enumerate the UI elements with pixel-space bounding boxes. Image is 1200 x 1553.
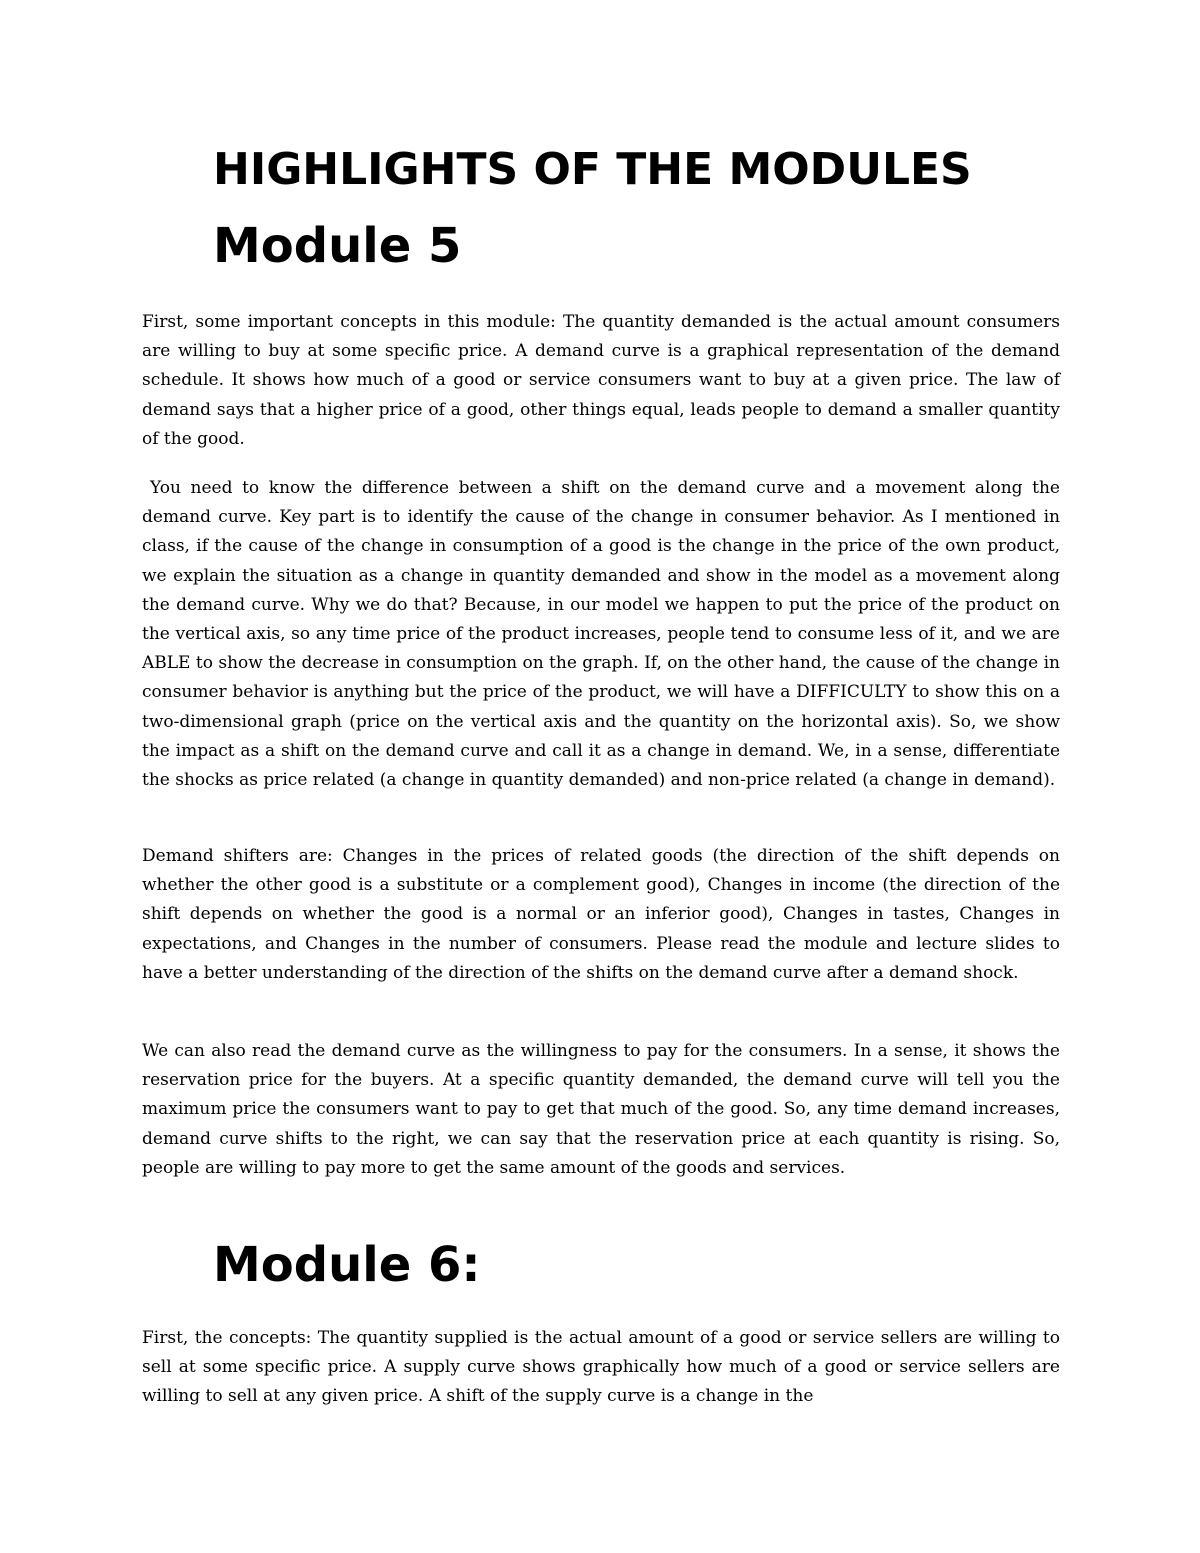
module-5-paragraph-concepts: First, some important concepts in this module: The quantity demanded is the actual amount consumers are willing to buy at some specific price. A demand curve is a graphical representation of the demand schedule. It shows how much of a good or service consumers want to buy at a given price. The law of demand says that a higher price of a good, other things equal, leads people to demand a smaller quantity of the good.: [142, 312, 1060, 449]
module-5-paragraph-willingness-to-pay: We can also read the demand curve as the willingness to pay for the consumers. In a sense, it shows the reservation price for the buyers. At a specific quantity demanded, the demand curve will tell you the maximum price the consumers want to pay to get that much of the good. So, any time demand increases, demand curve shifts to the right, we can say that the reservation price at each quantity is rising. So, people are willing to pay more to get the same amount of the goods and services.: [142, 1041, 1060, 1178]
module-5-paragraph-shift-vs-movement: You need to know the difference between a shift on the demand curve and a movement along the demand curve. Key part is to identify the cause of the change in consumer behavior. As I mentioned in class, if the cause of the change in consumption of a good is the change in the price of the own product, we explain the situation as a change in quantity demanded and show in the model as a movement along the demand curve. Why we do that? Because, in our model we happen to put the price of the product on the vertical axis, so any time price of the product increases, people tend to consume less of it, and we are ABLE to show the decrease in consumption on the graph. If, on the other hand, the cause of the change in consumer behavior is anything but the price of the product, we will have a DIFFICULTY to show this on a two-dimensional graph (price on the vertical axis and the quantity on the horizontal axis). So, we show the impact as a shift on the demand curve and call it as a change in demand. We, in a sense, differentiate the shocks as price related (a change in quantity demanded) and non-price related (a change in demand).: [142, 478, 1060, 791]
module-5-paragraph-demand-shifters: Demand shifters are: Changes in the prices of related goods (the direction of the shift depends on whether the other good is a substitute or a complement good), Changes in income (the direction of the shift depends on whether the good is a normal or an inferior good), Changes in tastes, Changes in expectations, and Changes in the number of consumers. Please read the module and lecture slides to have a better understanding of the direction of the shifts on the demand curve after a demand shock.: [142, 846, 1060, 983]
module-5-heading: Module 5: [213, 218, 462, 274]
module-6-paragraph-concepts: First, the concepts: The quantity supplied is the actual amount of a good or service sellers are willing to sell at some specific price. A supply curve shows graphically how much of a good or service sellers are willing to sell at any given price. A shift of the supply curve is a change in the: [142, 1328, 1060, 1407]
module-6-heading: Module 6:: [213, 1237, 481, 1293]
document-title: HIGHLIGHTS OF THE MODULES: [213, 144, 972, 195]
